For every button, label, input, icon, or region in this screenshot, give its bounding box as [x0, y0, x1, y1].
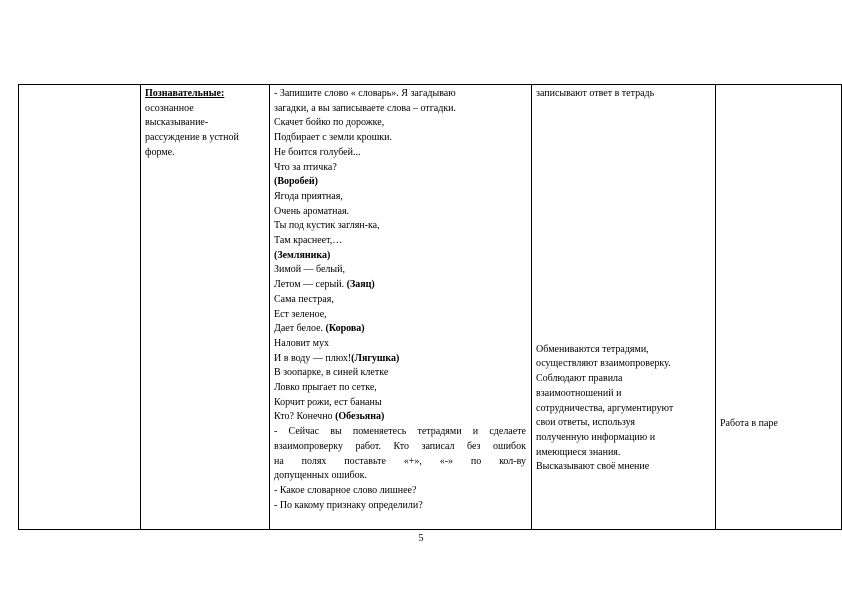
uud-line: рассуждение в устной [145, 132, 239, 144]
column-divider [269, 84, 270, 530]
riddle-line: Скачет бойко по дорожке, [274, 117, 385, 129]
uud-heading: Познавательные: [145, 88, 225, 99]
column-divider [715, 84, 716, 530]
riddle-text: Дает белое. [274, 323, 326, 335]
question-line: - Какое словарное слово лишнее? [274, 484, 417, 496]
activity-line: сотрудничества, аргументируют [536, 402, 674, 414]
instruction-line: - Сейчас вы поменяетесь тетрадями и сделаете [274, 426, 526, 438]
activity-line: Обмениваются тетрадями, [536, 343, 649, 355]
activity-line: записывают ответ в тетрадь [536, 88, 655, 99]
page-number: 5 [418, 533, 424, 544]
column-divider [140, 84, 141, 530]
riddle-line: Не боится голубей... [274, 146, 361, 158]
activity-line: полученную информацию и [536, 431, 656, 443]
uud-line: осознанное [145, 102, 194, 114]
riddle-answer: (Обезьяна) [335, 411, 385, 423]
riddle-text: Кто? Конечно [274, 411, 336, 423]
riddle-answer: (Корова) [325, 323, 365, 335]
question-line: - По какому признаку определили? [274, 499, 423, 511]
riddle-line [274, 352, 526, 367]
riddle-answer: (Земляника) [274, 249, 331, 261]
student-activity-cell [536, 87, 712, 475]
riddle-text: И в воду — плюх! [274, 352, 352, 364]
riddle-line: Очень ароматная. [274, 205, 350, 217]
riddle-text: Летом — серый. [274, 279, 347, 291]
riddle-line [274, 278, 526, 293]
instruction-line: допущенных ошибок. [274, 470, 367, 482]
riddle-line [274, 410, 526, 425]
riddle-answer: (Лягушка) [351, 352, 400, 364]
activity-line: Высказывают своё мнение [536, 461, 650, 473]
activity-line: взаимоотношений и [536, 387, 622, 399]
uud-cell [145, 87, 265, 161]
teacher-activity-cell [274, 87, 526, 513]
instruction-line: взаимопроверку работ. Кто записал без ошибок [274, 440, 526, 452]
work-form-cell [720, 417, 838, 432]
uud-line: высказывание- [145, 117, 209, 129]
riddle-line: Сама пестрая, [274, 293, 334, 305]
work-form-text: Работа в паре [720, 418, 778, 429]
riddle-line: Ты под кустик заглян-ка, [274, 220, 380, 232]
table-top-border [18, 84, 842, 85]
column-divider [531, 84, 532, 530]
riddle-line: Наловит мух [274, 337, 330, 349]
riddle-line [274, 322, 526, 337]
riddle-line: Там краснеет,… [274, 235, 343, 247]
riddle-line: Ловко прыгает по сетке, [274, 382, 377, 394]
riddle-answer: (Заяц) [346, 279, 375, 291]
riddle-line: Ягода приятная, [274, 190, 343, 202]
riddle-line: Что за птичка? [274, 161, 337, 173]
riddle-line: Корчит рожи, ест бананы [274, 396, 382, 408]
riddle-answer: (Воробей) [274, 176, 318, 188]
uud-line: форме. [145, 146, 175, 158]
riddle-line: В зоопарке, в синей клетке [274, 367, 389, 379]
instruction-line: - Запишите слово « словарь». Я загадываю [274, 88, 456, 99]
table-left-border [18, 84, 19, 530]
activity-line: имеющиеся знания. [536, 446, 621, 458]
instruction-line: загадки, а вы записываете слова – отгадки. [274, 102, 457, 114]
activity-line: свои ответы, используя [536, 417, 636, 429]
instruction-line: на полях поставьте «+», «-» по кол-ву [274, 455, 526, 467]
activity-line: осуществляют взаимопроверку. [536, 358, 671, 370]
cell-spacer [536, 102, 712, 343]
lesson-table [18, 84, 842, 530]
riddle-line: Зимой — белый, [274, 264, 345, 276]
activity-line: Соблюдают правила [536, 373, 623, 385]
table-bottom-border [18, 529, 842, 530]
riddle-line: Подбирает с земли крошки. [274, 132, 392, 144]
riddle-line: Ест зеленое, [274, 308, 327, 320]
